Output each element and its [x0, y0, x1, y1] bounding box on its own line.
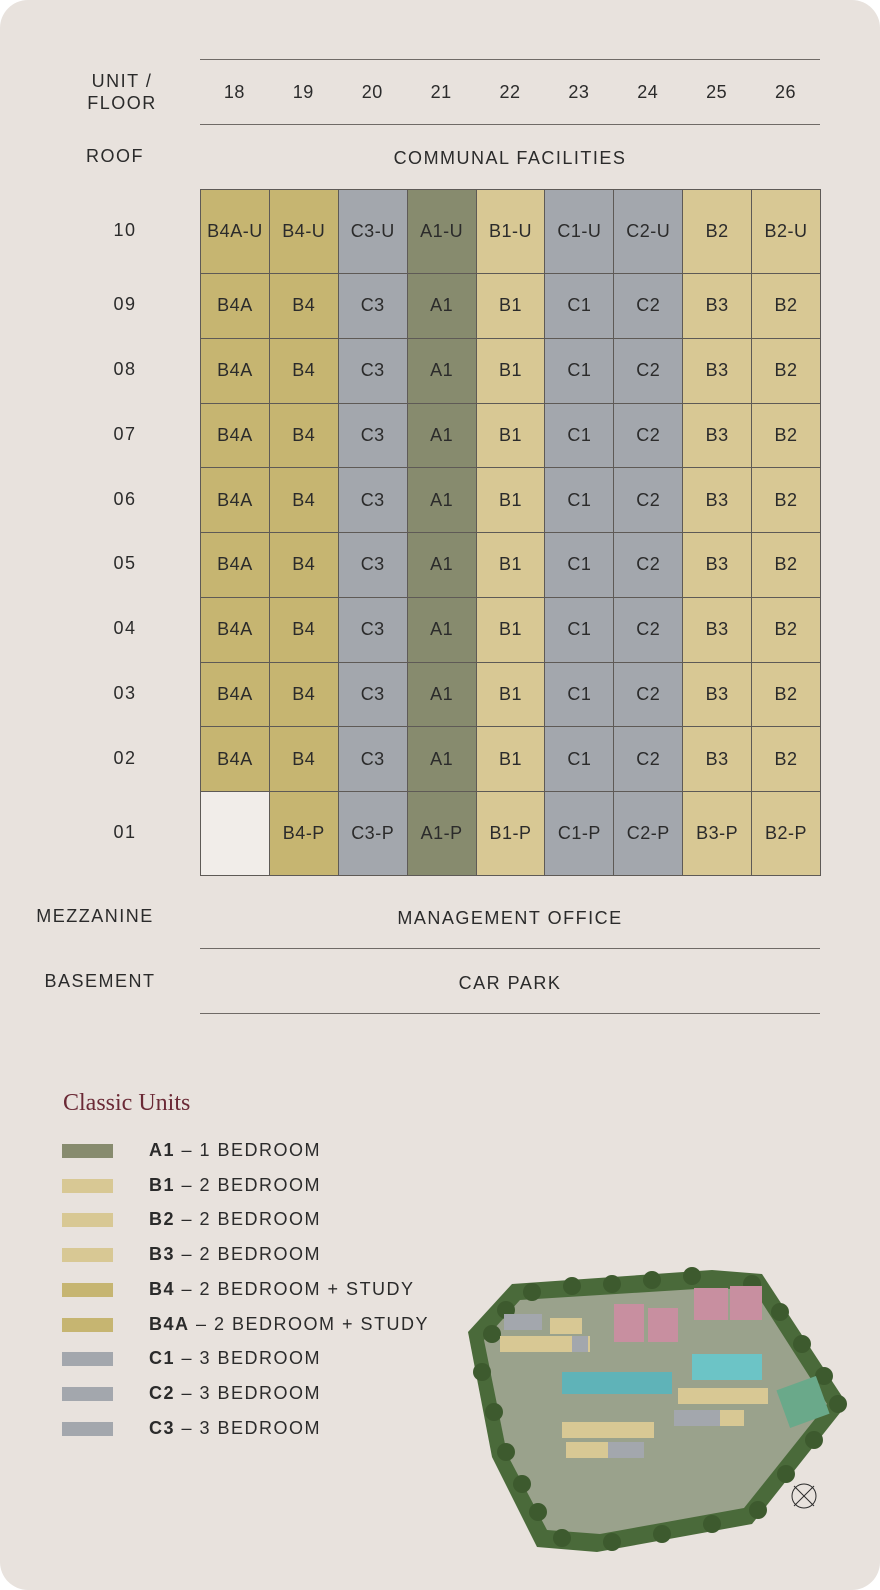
unit-cell[interactable]: B4 [269, 726, 339, 792]
unit-cell[interactable]: B2 [751, 273, 821, 339]
unit-cell[interactable]: B4 [269, 467, 339, 533]
unit-cell[interactable]: B2 [751, 403, 821, 469]
unit-cell[interactable]: B1-P [476, 791, 546, 876]
legend-title: Classic Units [63, 1090, 191, 1116]
legend-code: B2 [149, 1209, 176, 1230]
basement-label: BASEMENT [44, 971, 156, 991]
legend-code: B4 [149, 1278, 176, 1299]
roof-text: COMMUNAL FACILITIES [393, 148, 627, 168]
unit-cell[interactable]: B2 [751, 597, 821, 663]
legend-swatch [62, 1387, 113, 1401]
unit-cell[interactable]: C2 [613, 532, 683, 598]
unit-cell[interactable]: B4A [200, 273, 270, 339]
floor-label-01: 01 [113, 822, 137, 842]
legend-text [149, 1175, 321, 1196]
unit-cell[interactable]: C1 [544, 726, 614, 792]
mezzanine-label: MEZZANINE [36, 906, 154, 926]
north-compass-icon [792, 1484, 816, 1508]
unit-cell[interactable]: B2 [751, 662, 821, 728]
mezzanine-text: MANAGEMENT OFFICE [397, 908, 623, 928]
unit-floor-heading [62, 70, 182, 114]
header-rule [200, 124, 820, 125]
unit-cell[interactable] [200, 791, 270, 876]
floor-label-02: 02 [113, 747, 137, 768]
unit-grid [200, 189, 820, 875]
column-header-24: 24 [637, 82, 659, 102]
legend-swatch [62, 1318, 113, 1332]
unit-cell[interactable]: A1 [407, 597, 477, 663]
unit-cell[interactable]: A1-U [407, 189, 477, 274]
unit-cell[interactable]: C2 [613, 467, 683, 533]
unit-cell[interactable]: A1-P [407, 791, 477, 876]
unit-cell[interactable]: B2-P [751, 791, 821, 876]
unit-cell[interactable]: C2 [613, 662, 683, 728]
floor-label-06: 06 [113, 488, 137, 509]
unit-cell[interactable]: B1 [476, 597, 546, 663]
unit-cell[interactable]: B3 [682, 597, 752, 663]
unit-cell[interactable]: B4-U [269, 189, 339, 274]
unit-cell[interactable]: C1-P [544, 791, 614, 876]
unit-cell[interactable]: B3 [682, 338, 752, 404]
legend-code: C3 [149, 1417, 176, 1438]
unit-cell[interactable]: B4A [200, 597, 270, 663]
unit-cell[interactable]: B4A [200, 467, 270, 533]
legend-code: C1 [149, 1348, 176, 1369]
unit-cell[interactable]: B3 [682, 403, 752, 469]
unit-cell[interactable]: C1-U [544, 189, 614, 274]
unit-cell[interactable]: B2 [751, 532, 821, 598]
unit-cell[interactable]: C2-U [613, 189, 683, 274]
legend-desc: – 3 BEDROOM [175, 1348, 322, 1369]
unit-cell[interactable]: C3-P [338, 791, 408, 876]
column-header-26: 26 [775, 82, 797, 102]
unit-cell[interactable]: A1 [407, 532, 477, 598]
unit-cell[interactable]: C3 [338, 467, 408, 533]
unit-cell[interactable]: B4 [269, 597, 339, 663]
unit-cell[interactable]: B4A [200, 532, 270, 598]
legend-desc: – 2 BEDROOM [175, 1209, 322, 1230]
floor-label-04: 04 [113, 618, 137, 639]
column-header-23: 23 [568, 82, 590, 102]
legend-text [149, 1383, 321, 1404]
column-header-21: 21 [430, 82, 452, 102]
unit-cell[interactable]: C2 [613, 338, 683, 404]
unit-cell[interactable]: B1-U [476, 189, 546, 274]
column-header-20: 20 [361, 82, 383, 102]
floor-label-07: 07 [113, 423, 137, 444]
legend-code: C2 [149, 1382, 176, 1403]
unit-cell[interactable]: C3 [338, 662, 408, 728]
unit-cell[interactable]: C2 [613, 597, 683, 663]
unit-cell[interactable]: C3 [338, 338, 408, 404]
unit-cell[interactable]: C3-U [338, 189, 408, 274]
unit-cell[interactable]: C1 [544, 597, 614, 663]
unit-cell[interactable]: B4 [269, 662, 339, 728]
floor-label-03: 03 [113, 682, 137, 703]
legend-swatch [62, 1248, 113, 1262]
legend-code: B3 [149, 1244, 176, 1265]
unit-cell[interactable]: B4A [200, 403, 270, 469]
floor-label-08: 08 [113, 359, 137, 380]
unit-cell[interactable]: C1 [544, 532, 614, 598]
unit-cell[interactable]: B2 [751, 467, 821, 533]
unit-cell[interactable]: B3 [682, 273, 752, 339]
legend-code: A1 [149, 1140, 176, 1160]
legend-text [149, 1314, 429, 1335]
basement-text: CAR PARK [458, 973, 562, 993]
unit-cell[interactable]: B1 [476, 273, 546, 339]
main-pool [692, 1354, 762, 1380]
unit-cell[interactable]: C2-P [613, 791, 683, 876]
mezzanine-rule [200, 948, 820, 949]
unit-cell[interactable]: B2 [751, 338, 821, 404]
legend-swatch [62, 1144, 113, 1158]
unit-cell[interactable]: A1 [407, 403, 477, 469]
unit-cell[interactable]: B3 [682, 726, 752, 792]
floor-label-05: 05 [113, 553, 137, 574]
unit-cell[interactable]: C3 [338, 403, 408, 469]
long-pool [562, 1372, 672, 1394]
unit-cell[interactable]: C1 [544, 273, 614, 339]
unit-cell[interactable]: B3 [682, 467, 752, 533]
floor-label-09: 09 [113, 294, 137, 315]
unit-cell[interactable]: B2 [751, 726, 821, 792]
unit-cell[interactable]: A1 [407, 726, 477, 792]
unit-cell[interactable]: B1 [476, 532, 546, 598]
block-226 [694, 1286, 762, 1320]
unit-cell[interactable]: B3 [682, 662, 752, 728]
unit-cell[interactable]: A1 [407, 467, 477, 533]
basement-rule [200, 1013, 820, 1014]
column-header-22: 22 [499, 82, 521, 102]
unit-cell[interactable]: B1 [476, 403, 546, 469]
legend-desc: – 2 BEDROOM [175, 1174, 322, 1195]
unit-cell[interactable]: A1 [407, 273, 477, 339]
unit-cell[interactable]: B2 [682, 189, 752, 274]
unit-cell[interactable]: C1 [544, 467, 614, 533]
site-plan-map [462, 1262, 857, 1562]
legend-swatch [62, 1213, 113, 1227]
unit-cell[interactable]: B4A [200, 338, 270, 404]
unit-cell[interactable]: B4 [269, 338, 339, 404]
unit-cell[interactable]: C1 [544, 403, 614, 469]
unit-cell[interactable]: C1 [544, 662, 614, 728]
legend-text [149, 1209, 321, 1230]
unit-cell[interactable]: A1 [407, 662, 477, 728]
unit-cell[interactable]: C2 [613, 273, 683, 339]
unit-cell[interactable]: B3-P [682, 791, 752, 876]
unit-cell[interactable]: C3 [338, 726, 408, 792]
legend-swatch [62, 1283, 113, 1297]
legend-text [149, 1244, 321, 1265]
unit-cell[interactable]: B4 [269, 273, 339, 339]
unit-cell[interactable]: B3 [682, 532, 752, 598]
unit-cell[interactable]: C1 [544, 338, 614, 404]
unit-cell[interactable]: C3 [338, 273, 408, 339]
legend-swatch [62, 1352, 113, 1366]
legend-desc: – 2 BEDROOM + STUDY [175, 1278, 415, 1299]
legend-code: B1 [149, 1174, 176, 1195]
unit-cell[interactable]: C2 [613, 403, 683, 469]
legend-text [149, 1418, 321, 1439]
unit-floor-line2: FLOOR [87, 93, 157, 113]
unit-cell[interactable]: B4 [269, 532, 339, 598]
legend-code: B4A [149, 1313, 190, 1334]
unit-cell[interactable]: B1 [476, 467, 546, 533]
legend-desc: – 3 BEDROOM [175, 1382, 322, 1403]
unit-cell[interactable]: B4-P [269, 791, 339, 876]
unit-cell[interactable]: A1 [407, 338, 477, 404]
unit-cell[interactable]: C3 [338, 532, 408, 598]
column-header-18: 18 [223, 82, 245, 102]
legend-text [149, 1348, 321, 1369]
column-header-25: 25 [706, 82, 728, 102]
floor-label-10: 10 [113, 220, 137, 240]
roof-label: ROOF [86, 146, 144, 166]
legend-desc: – 3 BEDROOM [175, 1417, 322, 1438]
legend-desc: – 1 BEDROOM [175, 1140, 322, 1160]
unit-cell[interactable]: B4 [269, 403, 339, 469]
legend-text [149, 1279, 415, 1300]
unit-cell[interactable]: C3 [338, 597, 408, 663]
column-header-19: 19 [292, 82, 314, 102]
top-rule [200, 59, 820, 60]
unit-floor-line1: UNIT / [91, 71, 153, 91]
unit-cell[interactable]: B4A [200, 726, 270, 792]
unit-cell[interactable]: B4A [200, 662, 270, 728]
unit-cell[interactable]: C2 [613, 726, 683, 792]
legend-swatch [62, 1422, 113, 1436]
legend-desc: – 2 BEDROOM + STUDY [189, 1313, 430, 1334]
unit-cell[interactable]: B1 [476, 726, 546, 792]
unit-cell[interactable]: B1 [476, 338, 546, 404]
legend-swatch [62, 1179, 113, 1193]
legend-text [149, 1140, 321, 1161]
unit-cell[interactable]: B4A-U [200, 189, 270, 274]
unit-cell[interactable]: B2-U [751, 189, 821, 274]
legend-desc: – 2 BEDROOM [175, 1244, 322, 1265]
unit-cell[interactable]: B1 [476, 662, 546, 728]
